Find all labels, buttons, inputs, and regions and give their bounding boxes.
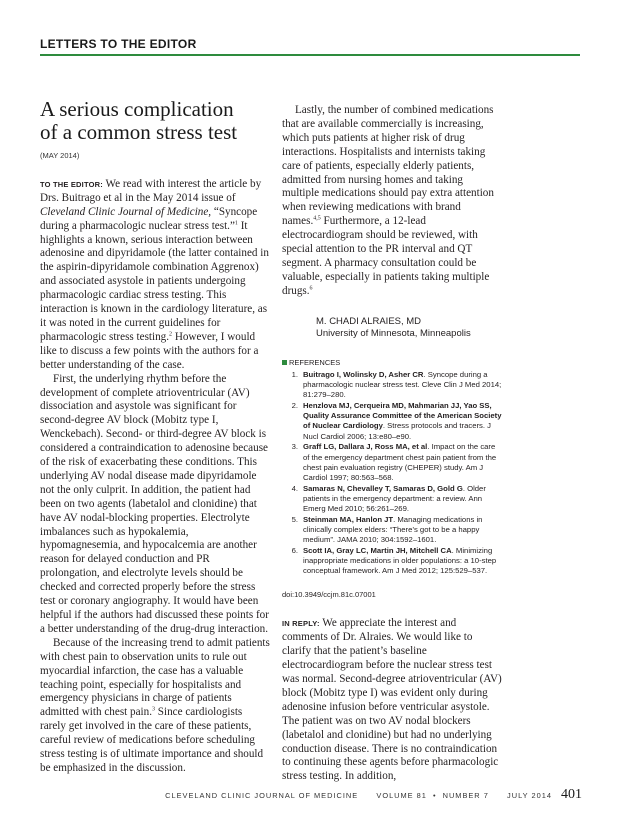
- reference-text: [303, 401, 502, 442]
- reply-paragraph: IN REPLY: We appreciate the interest and comments of Dr. Alraies. We would like to clarify that the patient’s baseline electrocardiogram before the nuclear stress test was normal. Second-degree atrioventricular (AV) block (Mobitz type I) was evident only during adenosine infusion before ventricular asystole. The patient was on two AV nodal blockers (labetalol and clonidine) but had no underlying conduction disease. There is no contraindication to continuing these agents before pharmacologic stress testing. In addition,: [282, 617, 502, 783]
- title-line-1: A serious complication: [40, 97, 234, 121]
- page-number: 401: [561, 787, 582, 802]
- reference-item: [282, 515, 502, 546]
- reference-number: 3.: [291, 442, 298, 452]
- in-reply-label: IN REPLY:: [282, 619, 320, 629]
- reference-authors: Steinman MA, Hanlon JT: [303, 514, 394, 524]
- reference-authors: Samaras N, Chevalley T, Samaras D, Gold G: [303, 483, 463, 493]
- reference-citation: . Stress protocols and tracers. J Nucl Cardiol 2006; 13:e80–e90.: [303, 421, 491, 441]
- page-footer: CLEVELAND CLINIC JOURNAL OF MEDICINE VOLUME 81 • NUMBER 7 JULY 2014 401: [165, 787, 582, 802]
- reference-item: [282, 546, 502, 577]
- to-the-editor-label: TO THE EDITOR:: [40, 179, 103, 189]
- author-name: M. CHADI ALRAIES, MD: [316, 315, 422, 327]
- reference-authors: Graff LG, Dallara J, Ross MA, et al: [303, 442, 428, 452]
- reference-authors: Buitrago I, Wolinsky D, Asher CR: [303, 369, 424, 379]
- reference-citation: . Older patients in the emergency department: a review. Ann Emerg Med 2010; 56:261–269.: [303, 483, 486, 514]
- article-date: (MAY 2014): [40, 151, 80, 160]
- footer-date: JULY 2014: [507, 791, 552, 800]
- reference-citation: . Syncope during a pharmacologic nuclear stress test. Cleve Clin J Med 2014; 81:279–280.: [303, 369, 502, 400]
- reference-item: [282, 401, 502, 442]
- reference-text: [303, 370, 502, 401]
- reference-citation: . Minimizing inappropriate medications in older populations: a 10-step conceptual framework. Am J Med 2012; 125:529–537.: [303, 545, 497, 576]
- journal-name: Cleveland Clinic Journal of Medicine,: [40, 205, 212, 218]
- reference-number: 4.: [291, 483, 298, 493]
- header-rule: [40, 54, 580, 56]
- reference-number: 1.: [291, 369, 298, 379]
- reference-text: [303, 515, 502, 546]
- paragraph-4: Lastly, the number of combined medications that are available commercially is increasing, which puts patients at higher risk of drug interactions. Hospitalists and internists taking care of patients, especially elderly patients, admitted from nursing homes and taking multiple medications should pay extra attention when reviewing medications with brand names.$^{4,5}$ Furthermore, a 12-lead electrocardiogram should be reviewed, with special attention to the PR interval and QT segment. A pharmacy consultation could be valuable, especially in patients taking multiple drugs.$^6$: [282, 104, 494, 297]
- paragraph-3: Because of the increasing trend to admit patients with chest pain to observation units to rule out myocardial infarction, the case has a valuable teaching point, especially for hospitalists and emergency physicians in charge of patients admitted with chest pain.$^3$ Since cardiologists rarely get involved in the care of these patients, careful review of medications before scheduling stress testing is of ultimate importance and should be emphasized in the discussion.: [40, 636, 270, 774]
- left-column: [40, 98, 270, 776]
- reference-text: [303, 442, 502, 483]
- reference-citation: . Managing medications in clinically complex elders: “There’s got to be a happy medium”. JAMA 2010; 304:1592–1601.: [303, 514, 483, 545]
- section-header: [40, 37, 580, 51]
- reference-item: [282, 484, 502, 515]
- author-affiliation: University of Minnesota, Minneapolis: [316, 327, 471, 339]
- footer-journal: CLEVELAND CLINIC JOURNAL OF MEDICINE: [165, 791, 359, 800]
- reference-authors: Scott IA, Gray LC, Martin JH, Mitchell CA: [303, 545, 452, 555]
- right-column: [282, 104, 502, 784]
- reference-authors: Henzlova MJ, Cerqueira MD, Mahmarian JJ, Yao SS, Quality Assurance Committee of the American Society of Nuclear Cardiology: [303, 401, 502, 431]
- footer-volume: VOLUME 81: [376, 791, 427, 800]
- reference-item: [282, 370, 502, 401]
- doi: doi:10.3949/ccjm.81c.07001: [282, 590, 376, 600]
- reference-citation: . Impact on the care of the emergency department chest pain patient from the chest pain evaluation registry (CHEPER) study. Am J Cardiol 1997; 80:563–568.: [303, 442, 497, 482]
- footer-number: NUMBER 7: [442, 791, 489, 800]
- article-title: [40, 98, 270, 144]
- reference-item: [282, 442, 502, 483]
- reference-number: 6.: [291, 545, 298, 555]
- bullet-square-icon: [282, 360, 287, 365]
- author-signature: [316, 316, 502, 340]
- reference-list: [282, 370, 502, 577]
- references: [282, 358, 502, 577]
- reference-text: [303, 546, 502, 577]
- reference-number: 2.: [291, 401, 298, 410]
- title-line-2: of a common stress test: [40, 120, 238, 144]
- reference-number: 5.: [291, 514, 298, 524]
- paragraph-2: First, the underlying rhythm before the development of complete atrioventricular (AV) dissociation and asystole was significant for second-degree AV block (Mobitz type I, Wenckebach). Second- or third-degree AV block is considered a contraindication to adenosine because of the risk of exacerbating these conditions. This underlying AV nodal disease made dipyridamole not the only culprit. In addition, the patient had been on two agents (labetalol and clonidine) that have AV nodal-blocking properties. Electrolyte imbalances such as hypokalemia, hypomagnesemia, and hypocalcemia are another reason for delayed conduction and PR prolongation, and electrolyte levels should be checked and corrected properly before the stress test or coronary angiography. It would have been helpful if the authors had discussed these points for a better understanding of the drug-drug interaction.: [40, 372, 269, 635]
- reference-text: [303, 484, 502, 515]
- paragraph-1: TO THE EDITOR: We read with interest the article by Drs. Buitrago et al in the May 2014 issue of Cleveland Clinic Journal of Medicine, “Syncope during a pharmacologic nuclear stress test.”$^1$ It highlights a known, serious interaction between adenosine and dipyridamole (the latter contained in the aspirin-dipyridamole combination Aggrenox) and associated asystole in patients undergoing pharmacologic cardiac stress testing. This interaction is known in the cardiology literature, as it was noted in the current guidelines for pharmacologic stress testing.$^2$ However, I would like to discuss a few points with the authors for a better understanding of the case.: [40, 177, 269, 371]
- section-label: LETTERS TO THE EDITOR: [40, 37, 197, 51]
- references-heading: REFERENCES: [282, 358, 502, 368]
